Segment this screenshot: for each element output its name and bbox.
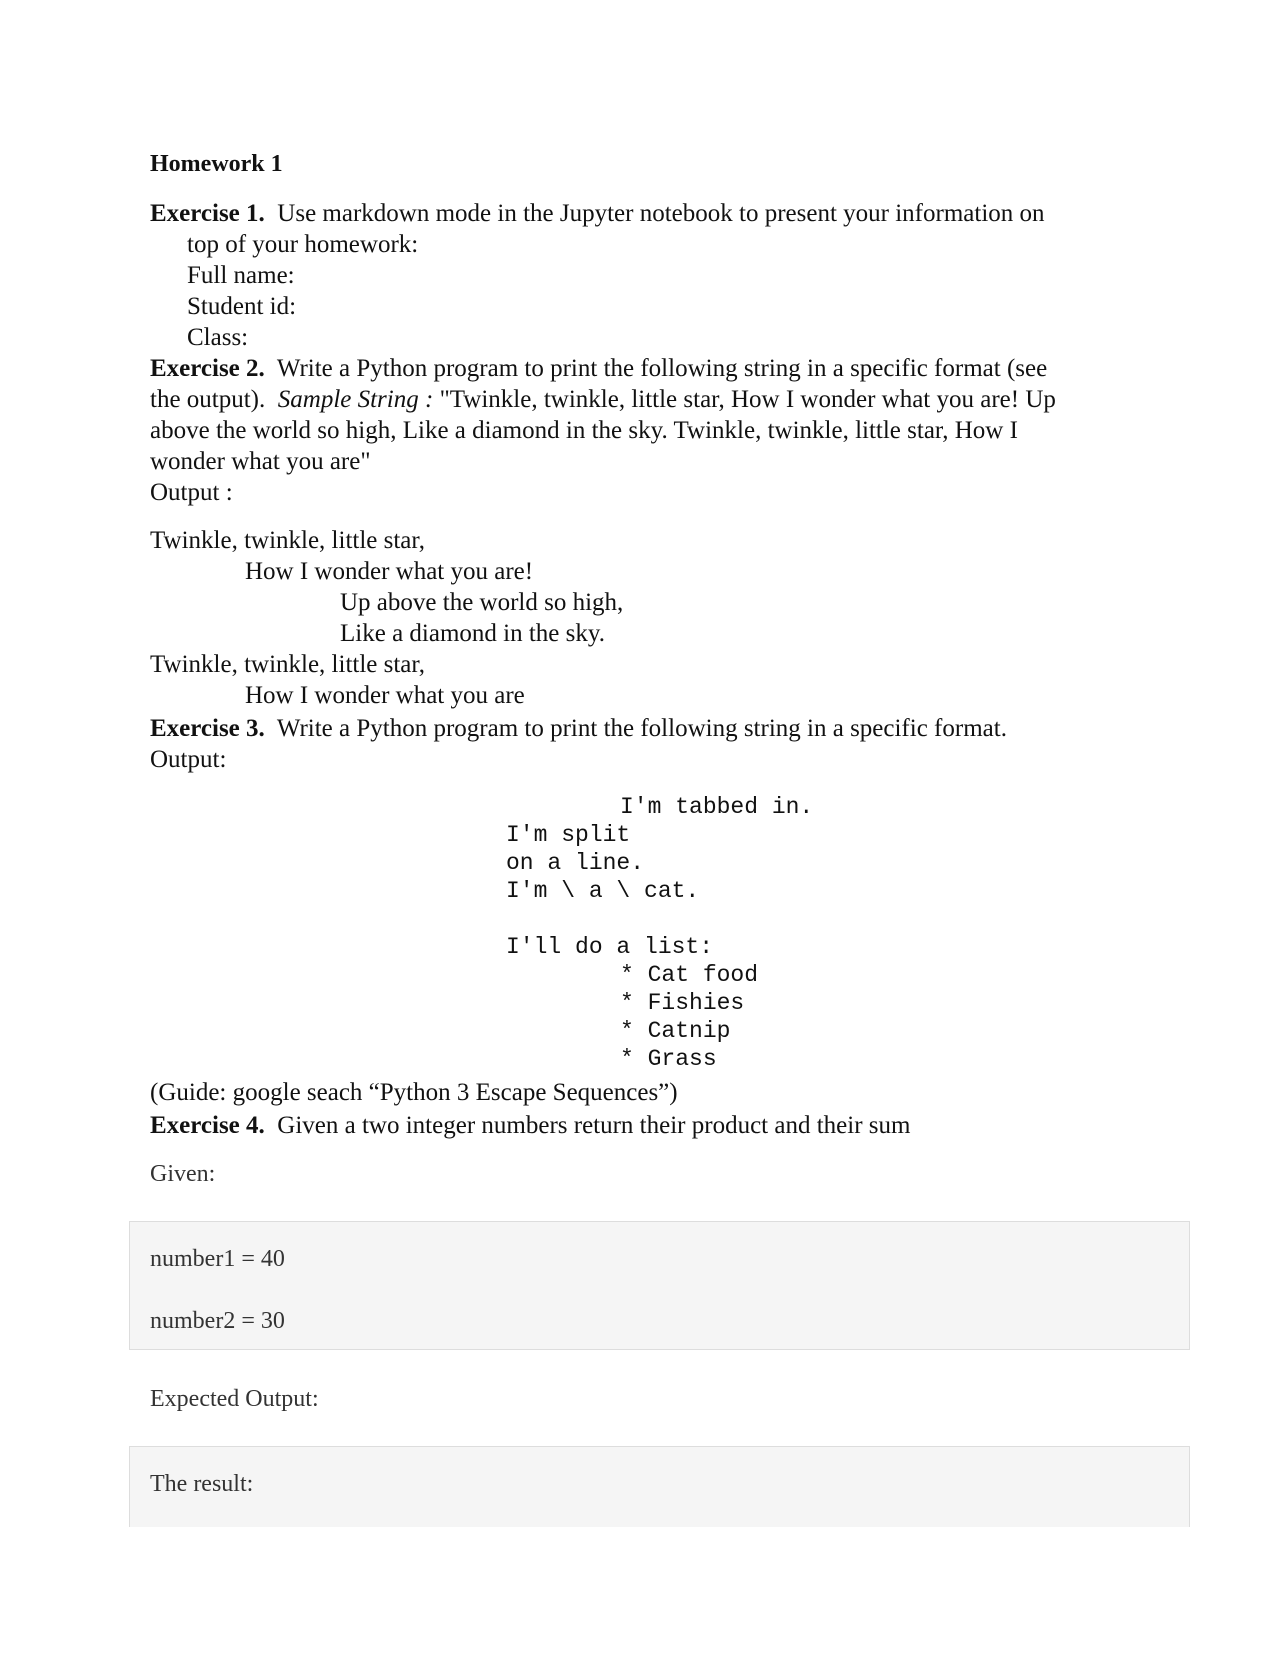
exercise1-field-full-name: Full name: <box>187 262 295 289</box>
exercise2-line2-suffix: "Twinkle, twinkle, little star, How I wonder what you are! Up <box>439 386 1056 413</box>
expected-output-line-1: The result: <box>150 1471 254 1497</box>
sample-string-label: Sample String : <box>277 386 434 413</box>
exercise1-field-class: Class: <box>187 324 249 351</box>
poem-line-4: Like a diamond in the sky. <box>340 620 605 647</box>
exercise4-heading <box>150 1110 910 1141</box>
exercise2-label: Exercise 2. <box>150 355 265 382</box>
output-line-tabbed: I'm tabbed in. <box>620 794 814 820</box>
exercise1-text-line2: top of your homework: <box>187 231 419 258</box>
page-title: Homework 1 <box>150 151 283 177</box>
exercise1-text-line1: Use markdown mode in the Jupyter notebook to present your information on <box>277 200 1045 227</box>
output-line-list-header: I'll do a list: <box>506 934 714 960</box>
output-line-cat: I'm \ a \ cat. <box>506 878 700 904</box>
expected-output-label: Expected Output: <box>150 1386 319 1412</box>
poem-line-6: How I wonder what you are <box>245 682 525 709</box>
output-list-item-cat-food: * Cat food <box>620 962 759 988</box>
exercise2-text-line3: above the world so high, Like a diamond in the sky. Twinkle, twinkle, little star, How I <box>150 417 1018 444</box>
given-code-line-1: number1 = 40 <box>150 1246 285 1272</box>
exercise4-text: Given a two integer numbers return their product and their sum <box>277 1112 911 1139</box>
output-list-item-catnip: * Catnip <box>620 1018 731 1044</box>
poem-line-1: Twinkle, twinkle, little star, <box>150 527 425 554</box>
exercise4-label: Exercise 4. <box>150 1112 265 1139</box>
output-list-item-grass: * Grass <box>620 1046 717 1072</box>
expected-output-block <box>129 1446 1190 1527</box>
exercise3-guide: (Guide: google seach “Python 3 Escape Sequences”) <box>150 1079 678 1106</box>
exercise2-text-line2 <box>150 384 1056 415</box>
exercise1-label: Exercise 1. <box>150 200 265 227</box>
exercise2-line2-prefix: the output). <box>150 386 266 413</box>
exercise1-field-student-id: Student id: <box>187 293 297 320</box>
exercise2-heading <box>150 353 1047 384</box>
exercise2-output-label: Output : <box>150 479 233 506</box>
given-label: Given: <box>150 1161 216 1187</box>
given-code-line-2: number2 = 30 <box>150 1308 285 1334</box>
given-code-block <box>129 1221 1190 1350</box>
exercise2-text-line1: Write a Python program to print the following string in a specific format (see <box>276 355 1048 382</box>
poem-line-3: Up above the world so high, <box>340 589 624 616</box>
exercise3-output-label: Output: <box>150 746 227 773</box>
poem-line-2: How I wonder what you are! <box>245 558 534 585</box>
output-list-item-fishies: * Fishies <box>620 990 745 1016</box>
exercise3-text: Write a Python program to print the following string in a specific format. <box>276 715 1007 742</box>
poem-line-5: Twinkle, twinkle, little star, <box>150 651 425 678</box>
exercise1-heading <box>150 198 1045 229</box>
exercise3-label: Exercise 3. <box>150 715 265 742</box>
output-line-on-a-line: on a line. <box>506 850 645 876</box>
exercise3-heading <box>150 713 1007 744</box>
exercise2-text-line4: wonder what you are" <box>150 448 371 475</box>
output-line-split: I'm split <box>506 822 631 848</box>
